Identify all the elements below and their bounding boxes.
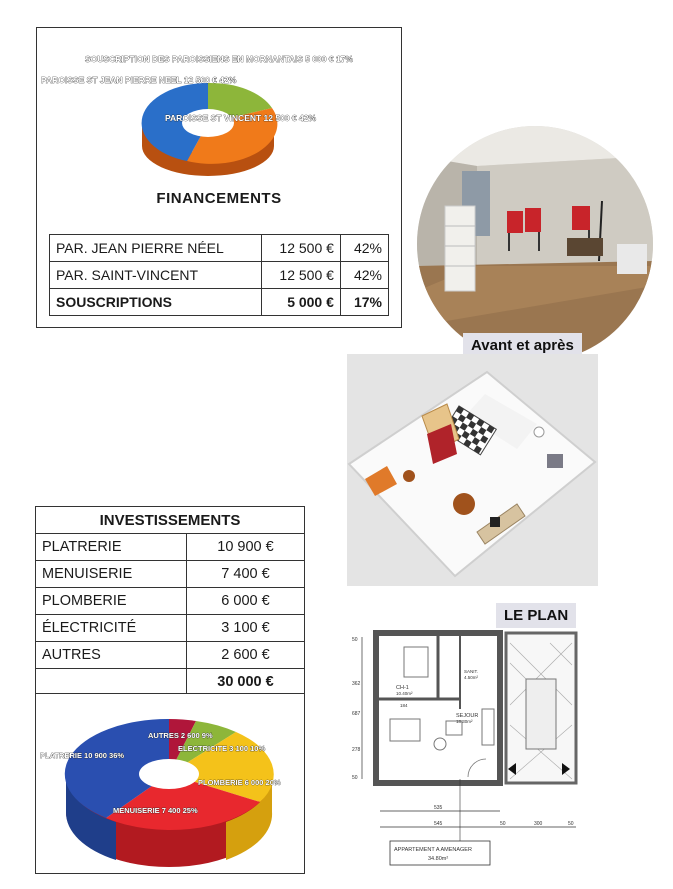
row-amount: 7 400 € (187, 561, 305, 588)
pie-label-jean-pierre: PAROISSE ST JEAN PIERRE NEEL 12 500 € 42% (41, 75, 237, 85)
room-sejour-label: SEJOUR (456, 713, 479, 719)
row-label-empty (36, 669, 187, 696)
row-amount: 2 600 € (187, 642, 305, 669)
caption-avant-apres: Avant et après (463, 333, 582, 358)
investissements-pie-panel (35, 693, 305, 874)
dim-184: 184 (400, 703, 408, 708)
table-total-row (36, 669, 305, 696)
investissements-title: INVESTISSEMENTS (36, 507, 305, 534)
dim-535: 535 (434, 805, 443, 811)
row-label: PLATRERIE (36, 534, 187, 561)
floor-plan-drawing (350, 629, 590, 869)
caption-le-plan: LE PLAN (496, 603, 576, 628)
pie-label-electricite: ELECTRICITE 3 100 10% (178, 744, 266, 753)
plan-3d-image (347, 354, 598, 586)
table-row (36, 642, 305, 669)
dim-50d: 50 (352, 775, 358, 781)
row-label: AUTRES (36, 642, 187, 669)
row-amount: 12 500 € (261, 262, 340, 289)
investissements-pie-chart (36, 694, 304, 873)
financements-title: FINANCEMENTS (156, 190, 282, 207)
row-pct: 42% (340, 235, 388, 262)
row-pct: 17% (340, 289, 388, 316)
row-amount: 3 100 € (187, 615, 305, 642)
room-sejour-area: 18.30m² (456, 719, 473, 724)
investissements-table (35, 506, 305, 696)
table-row (50, 262, 389, 289)
dim-278: 278 (352, 747, 361, 753)
room-sani-area: 4.50m² (464, 675, 479, 680)
table-row (36, 561, 305, 588)
financements-panel (36, 27, 402, 328)
room-photo (417, 126, 653, 362)
financements-table (49, 234, 389, 316)
pie-label-vincent: PAROISSE ST VINCENT 12 500 € 42% (165, 113, 317, 123)
dim-545: 545 (434, 821, 443, 827)
row-label: ÉLECTRICITÉ (36, 615, 187, 642)
row-amount: 10 900 € (187, 534, 305, 561)
pie-label-menuiserie: MENUISERIE 7 400 25% (113, 806, 198, 815)
pie-label-platrerie: PLATRERIE 10 900 36% (40, 751, 125, 760)
plan-3d-render (347, 354, 598, 586)
dim-50c: 50 (352, 637, 358, 643)
dim-50a: 50 (500, 821, 506, 827)
financements-pie-chart (37, 28, 401, 178)
row-amount: 5 000 € (261, 289, 340, 316)
room-ch1-label: CH-1 (396, 685, 409, 691)
pie-label-plomberie: PLOMBERIE 6 000 20% (198, 778, 281, 787)
table-row (36, 588, 305, 615)
row-label: PAR. SAINT-VINCENT (50, 262, 262, 289)
table-row (50, 289, 389, 316)
row-label: PLOMBERIE (36, 588, 187, 615)
room-photo-image (417, 126, 653, 362)
pie-label-souscription: SOUSCRIPTION DES PAROISSIENS EN MORNANTAIS 5 000 € 17% (85, 54, 353, 64)
room-sani-label: SANIT. (464, 669, 479, 674)
dim-300: 300 (534, 821, 543, 827)
row-amount: 12 500 € (261, 235, 340, 262)
table-row (36, 615, 305, 642)
note-area: 34.80m² (428, 856, 449, 862)
dim-50b: 50 (568, 821, 574, 827)
row-pct: 42% (340, 262, 388, 289)
floor-plan (350, 629, 590, 869)
table-row (36, 534, 305, 561)
row-label: SOUSCRIPTIONS (50, 289, 262, 316)
room-ch1-area: 10.40m² (396, 691, 413, 696)
row-label: PAR. JEAN PIERRE NÉEL (50, 235, 262, 262)
row-label: MENUISERIE (36, 561, 187, 588)
note-label: APPARTEMENT A AMENAGER (394, 847, 472, 853)
row-amount: 6 000 € (187, 588, 305, 615)
pie-label-autres: AUTRES 2 600 9% (148, 731, 213, 740)
table-header (36, 507, 305, 534)
total-amount: 30 000 € (187, 669, 305, 696)
dim-687: 687 (352, 711, 361, 717)
table-row (50, 235, 389, 262)
dim-362: 362 (352, 681, 361, 687)
